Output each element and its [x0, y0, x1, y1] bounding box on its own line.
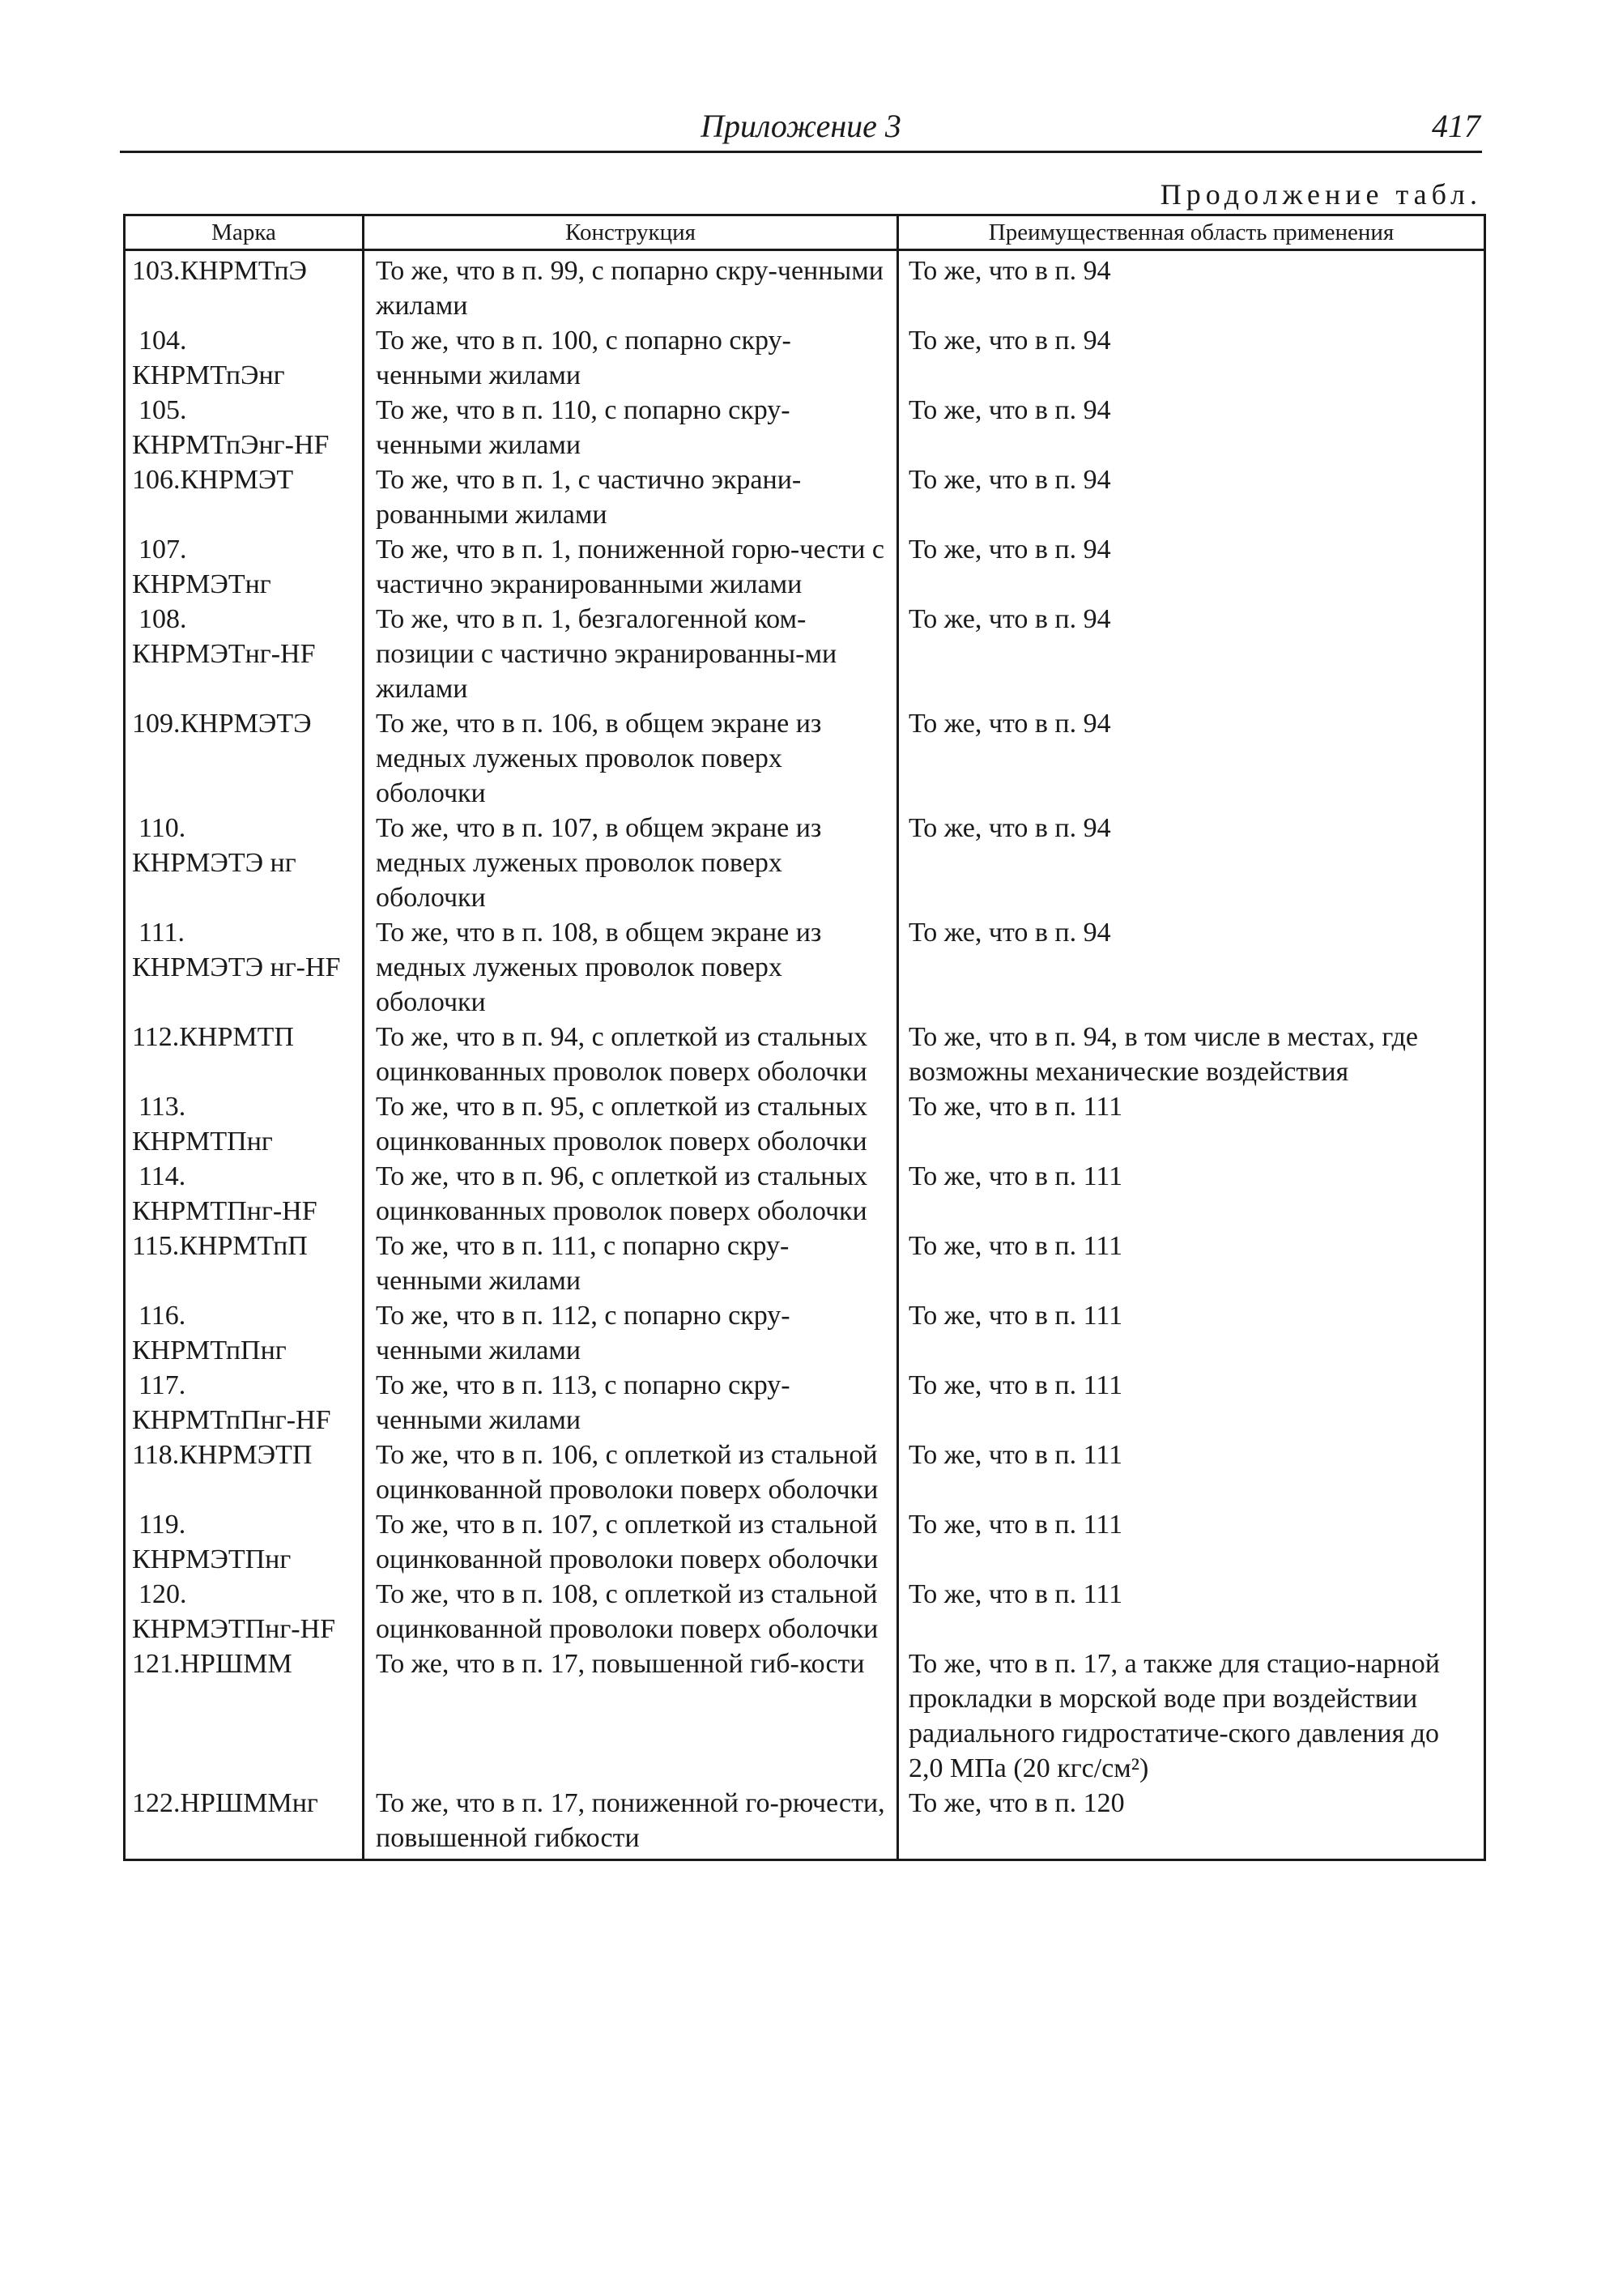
mark-brand: 122.НРШММнг	[132, 1788, 318, 1818]
mark-number: 108.	[138, 604, 187, 634]
mark-brand: КНРМТпЭнг	[132, 360, 285, 390]
cell-application: То же, что в п. 94	[898, 706, 1485, 811]
table-row	[125, 706, 1485, 811]
cell-construction: То же, что в п. 100, с попарно скру-ченными жилами	[364, 323, 898, 393]
cable-spec-table	[123, 214, 1486, 1861]
cell-application: То же, что в п. 94	[898, 250, 1485, 324]
mark-brand: КНРМТпЭнг-HF	[132, 430, 330, 460]
page-number: 417	[1432, 108, 1480, 144]
cell-mark	[125, 1159, 364, 1229]
cell-application: То же, что в п. 111	[898, 1298, 1485, 1368]
mark-number: 117.	[138, 1370, 186, 1400]
mark-brand: КНРМЭТнг-HF	[132, 639, 316, 669]
table-row	[125, 1646, 1485, 1786]
table-row	[125, 1577, 1485, 1646]
cell-application: То же, что в п. 111	[898, 1089, 1485, 1159]
cell-construction: То же, что в п. 108, в общем экране из медных луженых проволок поверх оболочки	[364, 915, 898, 1020]
section-title: Приложение 3	[701, 108, 901, 144]
table-row	[125, 1368, 1485, 1438]
mark-brand: КНРМТПнг	[132, 1127, 273, 1157]
cell-application: То же, что в п. 111	[898, 1368, 1485, 1438]
cell-mark	[125, 1020, 364, 1089]
table-row	[125, 250, 1485, 324]
page-header	[120, 104, 1482, 153]
cell-construction: То же, что в п. 17, пониженной го-рючести, повышенной гибкости	[364, 1786, 898, 1860]
cell-mark	[125, 393, 364, 462]
cell-mark	[125, 1577, 364, 1646]
mark-number: 105.	[138, 395, 187, 425]
mark-number: 111.	[138, 918, 185, 948]
cell-mark	[125, 1089, 364, 1159]
cell-application: То же, что в п. 111	[898, 1159, 1485, 1229]
table-row	[125, 811, 1485, 915]
column-header-mark: Марка	[125, 215, 364, 250]
cell-mark	[125, 1786, 364, 1860]
mark-brand: 115.КНРМТпП	[132, 1231, 308, 1261]
cell-mark	[125, 1298, 364, 1368]
table-body	[125, 250, 1485, 1860]
mark-brand: 118.КНРМЭТП	[132, 1440, 313, 1470]
cell-mark	[125, 532, 364, 602]
cell-construction: То же, что в п. 17, повышенной гиб-кости	[364, 1646, 898, 1786]
mark-number: 113.	[138, 1092, 186, 1122]
cell-construction: То же, что в п. 106, с оплеткой из стальной оцинкованной проволоки поверх оболочки	[364, 1438, 898, 1507]
cell-application: То же, что в п. 94	[898, 323, 1485, 393]
cell-mark	[125, 250, 364, 324]
cell-construction: То же, что в п. 94, с оплеткой из стальных оцинкованных проволок поверх оболочки	[364, 1020, 898, 1089]
table-row	[125, 532, 1485, 602]
cell-construction: То же, что в п. 106, в общем экране из медных луженых проволок поверх оболочки	[364, 706, 898, 811]
cell-construction: То же, что в п. 99, с попарно скру-ченными жилами	[364, 250, 898, 324]
table-row	[125, 602, 1485, 706]
column-header-application: Преимущественная область применения	[898, 215, 1485, 250]
mark-brand: 106.КНРМЭТ	[132, 465, 294, 495]
cell-construction: То же, что в п. 1, с частично экрани-рованными жилами	[364, 462, 898, 532]
table-row	[125, 462, 1485, 532]
table-row	[125, 1298, 1485, 1368]
mark-brand: КНРМЭТнг	[132, 569, 271, 599]
mark-brand: КНРМТпПнг-HF	[132, 1405, 331, 1435]
mark-brand: КНРМТПнг-HF	[132, 1196, 317, 1226]
cell-construction: То же, что в п. 111, с попарно скру-ченными жилами	[364, 1229, 898, 1298]
cell-mark	[125, 462, 364, 532]
cell-application: То же, что в п. 111	[898, 1577, 1485, 1646]
table-row	[125, 1786, 1485, 1860]
cell-application: То же, что в п. 111	[898, 1507, 1485, 1577]
table-continuation-label: Продолжение табл.	[1160, 178, 1482, 211]
table-row	[125, 393, 1485, 462]
column-header-construction: Конструкция	[364, 215, 898, 250]
cell-mark	[125, 811, 364, 915]
cell-application: То же, что в п. 17, а также для стацио-нарной прокладки в морской воде при воздействии радиального гидростатиче-ского давления до 2,0 МПа (20 кгс/см²)	[898, 1646, 1485, 1786]
mark-brand: КНРМЭТЭ нг	[132, 848, 296, 878]
mark-brand: КНРМЭТПнг	[132, 1544, 292, 1574]
cell-mark	[125, 323, 364, 393]
mark-brand: 103.КНРМТпЭ	[132, 256, 307, 286]
table-row	[125, 1507, 1485, 1577]
cell-construction: То же, что в п. 1, пониженной горю-чести с частично экранированными жилами	[364, 532, 898, 602]
cell-mark	[125, 1229, 364, 1298]
mark-number: 110.	[138, 813, 186, 843]
cell-application: То же, что в п. 120	[898, 1786, 1485, 1860]
cell-application: То же, что в п. 94	[898, 602, 1485, 706]
cell-mark	[125, 1438, 364, 1507]
cell-application: То же, что в п. 111	[898, 1438, 1485, 1507]
cell-application: То же, что в п. 94	[898, 811, 1485, 915]
cell-mark	[125, 915, 364, 1020]
cell-mark	[125, 1368, 364, 1438]
table-row	[125, 1159, 1485, 1229]
cell-application: То же, что в п. 111	[898, 1229, 1485, 1298]
mark-number: 119.	[138, 1510, 186, 1540]
cell-mark	[125, 1646, 364, 1786]
mark-number: 120.	[138, 1579, 187, 1609]
table-row	[125, 1020, 1485, 1089]
table-row	[125, 1089, 1485, 1159]
cell-application: То же, что в п. 94	[898, 393, 1485, 462]
cell-application: То же, что в п. 94, в том числе в местах, где возможны механические воздействия	[898, 1020, 1485, 1089]
cell-construction: То же, что в п. 1, безгалогенной ком-позиции с частично экранированны-ми жилами	[364, 602, 898, 706]
mark-number: 114.	[138, 1161, 186, 1191]
cell-construction: То же, что в п. 95, с оплеткой из стальных оцинкованных проволок поверх оболочки	[364, 1089, 898, 1159]
cell-mark	[125, 602, 364, 706]
cell-construction: То же, что в п. 96, с оплеткой из стальных оцинкованных проволок поверх оболочки	[364, 1159, 898, 1229]
table-row	[125, 915, 1485, 1020]
cell-construction: То же, что в п. 113, с попарно скру-ченными жилами	[364, 1368, 898, 1438]
cell-construction: То же, что в п. 107, с оплеткой из стальной оцинкованной проволоки поверх оболочки	[364, 1507, 898, 1577]
mark-brand: КНРМЭТЭ нг-HF	[132, 952, 341, 982]
mark-brand: 121.НРШММ	[132, 1649, 292, 1679]
mark-brand: КНРМЭТПнг-HF	[132, 1614, 336, 1644]
cell-construction: То же, что в п. 112, с попарно скру-ченными жилами	[364, 1298, 898, 1368]
cell-construction: То же, что в п. 110, с попарно скру-ченными жилами	[364, 393, 898, 462]
cell-application: То же, что в п. 94	[898, 915, 1485, 1020]
cell-construction: То же, что в п. 107, в общем экране из медных луженых проволок поверх оболочки	[364, 811, 898, 915]
table-row	[125, 1438, 1485, 1507]
table-header-row	[125, 215, 1485, 250]
cell-construction: То же, что в п. 108, с оплеткой из стальной оцинкованной проволоки поверх оболочки	[364, 1577, 898, 1646]
cell-application: То же, что в п. 94	[898, 532, 1485, 602]
cell-mark	[125, 1507, 364, 1577]
mark-number: 107.	[138, 535, 187, 564]
mark-number: 116.	[138, 1301, 186, 1331]
cell-mark	[125, 706, 364, 811]
mark-brand: КНРМТпПнг	[132, 1335, 287, 1365]
table-row	[125, 1229, 1485, 1298]
cell-application: То же, что в п. 94	[898, 462, 1485, 532]
table-row	[125, 323, 1485, 393]
mark-brand: 109.КНРМЭТЭ	[132, 709, 312, 739]
mark-number: 104.	[138, 326, 187, 356]
mark-brand: 112.КНРМТП	[132, 1022, 294, 1052]
